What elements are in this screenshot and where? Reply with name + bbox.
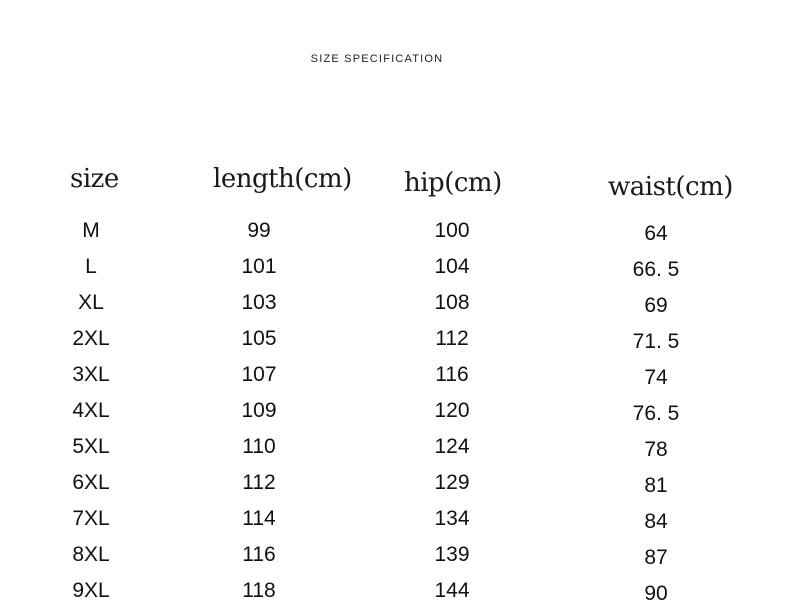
hip-cell: 104	[434, 255, 470, 278]
hip-cell: 116	[435, 363, 469, 386]
waist-cell: 76. 5	[632, 402, 680, 425]
size-cell: L	[85, 255, 97, 278]
header-size: size	[70, 164, 119, 194]
length-cell: 99	[247, 219, 271, 242]
size-cell: 2XL	[72, 327, 110, 350]
hip-cell: 144	[434, 579, 470, 602]
header-length: length(cm)	[213, 164, 352, 194]
length-cell: 114	[242, 507, 276, 530]
length-cell: 105	[241, 327, 277, 350]
waist-cell: 78	[644, 438, 668, 461]
hip-cell: 134	[434, 507, 470, 530]
hip-cell: 100	[434, 219, 470, 242]
size-cell: 8XL	[72, 543, 110, 566]
hip-cell: 120	[434, 399, 470, 422]
length-cell: 109	[241, 399, 277, 422]
length-cell: 107	[241, 363, 277, 386]
hip-cell: 108	[434, 291, 470, 314]
header-waist: waist(cm)	[608, 172, 733, 202]
page-title: SIZE SPECIFICATION	[310, 53, 444, 65]
size-cell: 4XL	[72, 399, 110, 422]
size-cell: M	[82, 219, 100, 242]
hip-cell: 112	[435, 327, 469, 350]
waist-cell: 74	[644, 366, 668, 389]
waist-cell: 87	[644, 546, 668, 569]
hip-cell: 124	[434, 435, 470, 458]
size-cell: 9XL	[72, 579, 110, 602]
length-cell: 103	[241, 291, 277, 314]
hip-cell: 129	[434, 471, 470, 494]
length-cell: 116	[242, 543, 276, 566]
waist-cell: 81	[644, 474, 668, 497]
length-cell: 110	[242, 435, 276, 458]
size-cell: 5XL	[72, 435, 110, 458]
waist-cell: 71. 5	[632, 330, 680, 353]
size-cell: 3XL	[72, 363, 110, 386]
waist-cell: 69	[644, 294, 668, 317]
waist-cell: 66. 5	[632, 258, 680, 281]
size-cell: 7XL	[72, 507, 110, 530]
length-cell: 112	[242, 471, 276, 494]
length-cell: 118	[242, 579, 276, 602]
waist-cell: 64	[644, 222, 668, 245]
size-cell: XL	[78, 291, 104, 314]
hip-cell: 139	[434, 543, 470, 566]
size-cell: 6XL	[72, 471, 110, 494]
header-hip: hip(cm)	[404, 168, 502, 198]
waist-cell: 84	[644, 510, 668, 533]
length-cell: 101	[241, 255, 277, 278]
waist-cell: 90	[644, 582, 668, 605]
